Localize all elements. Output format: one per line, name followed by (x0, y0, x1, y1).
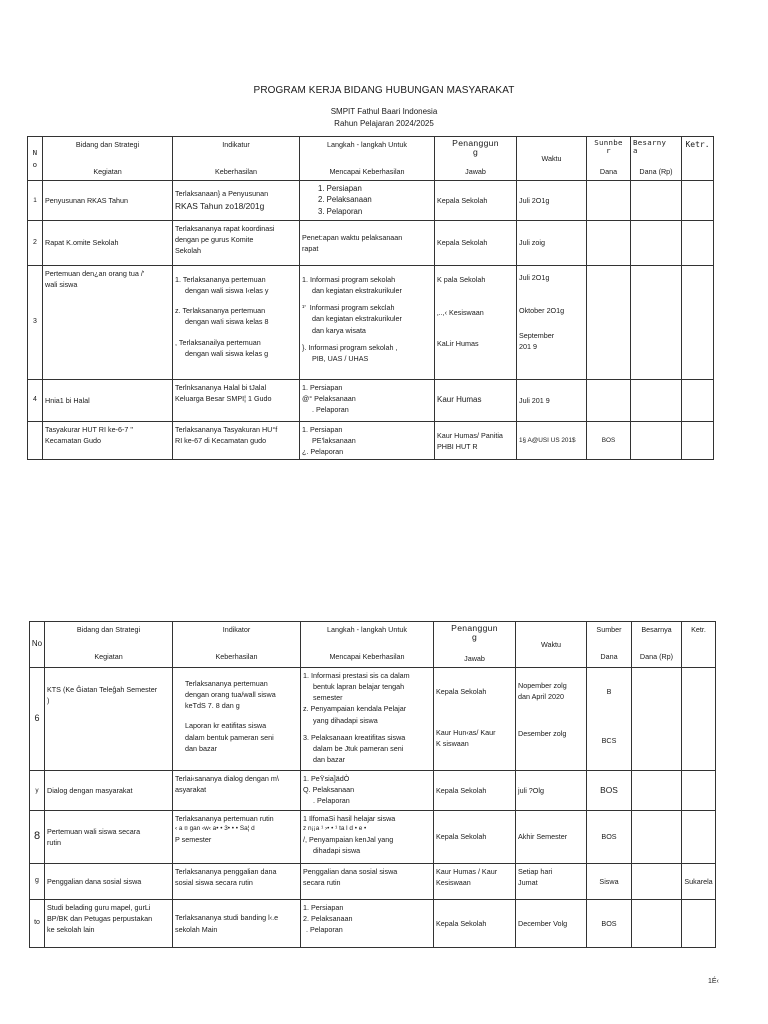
besarnya-dana-cell (632, 811, 682, 864)
besarnya-dana-cell (632, 771, 682, 811)
indikator-cell: Terlaksananya studi banding l‹.e sekolah Main (173, 900, 301, 948)
besarnya-dana-cell (632, 668, 682, 771)
table-row (30, 668, 716, 771)
besarnya-dana-cell (631, 221, 682, 266)
sumber-dana-cell: BOS (587, 900, 632, 948)
header-besarnya-dana: Besarnya Dana (Rp) (632, 622, 682, 668)
waktu-cell: Nopember zolg dan April 2020 Desember zolg (516, 668, 587, 771)
sumber-dana-cell (587, 221, 631, 266)
row-number (28, 422, 43, 460)
keterangan-cell (682, 900, 716, 948)
sumber-dana-cell: BOS (587, 811, 632, 864)
penanggung-jawab-cell: Kepala Sekolah (434, 811, 516, 864)
penanggung-jawab-cell: Kaur Humas (435, 380, 517, 422)
header-langkah: Langkah - langkah Untuk Mencapai Keberhasilan (300, 137, 435, 181)
indikator-cell: Terlaksananya Tasyakuran HU°f RI ke-67 di Kecamatan gudo (173, 422, 300, 460)
bidang-cell: Tasyakurar HUT RI ke-6-7 " Kecamatan Gudo (43, 422, 173, 460)
langkah-cell: 1. Persiapan 2. Pelaksanaan . Pelaporan (301, 900, 434, 948)
table-row (28, 266, 714, 380)
table-header-row (30, 622, 716, 668)
header-penanggung-jawab: Penanggun g Jawab (435, 137, 517, 181)
penanggung-jawab-cell: Kepala Sekolah (435, 181, 517, 221)
header-sumber-dana: Sunnbe r Dana (587, 137, 631, 181)
keterangan-cell (682, 668, 716, 771)
besarnya-dana-cell (632, 864, 682, 900)
header-langkah: Langkah - langkah Untuk Mencapai Keberhasilan (301, 622, 434, 668)
penanggung-jawab-cell: Kepala Sekolah (434, 771, 516, 811)
page-number: 1É‹ (708, 978, 719, 985)
besarnya-dana-cell (631, 380, 682, 422)
indikator-cell: Terlnksananya Halal bi tJalal Keluarga Besar SMPI¦ 1 Gudo (173, 380, 300, 422)
keterangan-cell (682, 811, 716, 864)
penanggung-jawab-cell: K pala Sekolah ‚..,‹ Kesiswaan KaLir Humas (435, 266, 517, 380)
table-row (28, 221, 714, 266)
keterangan-cell (682, 422, 714, 460)
bidang-cell: Penggalian dana sosial siswa (45, 864, 173, 900)
waktu-cell: Setiap hari Jumat (516, 864, 587, 900)
table-row (30, 900, 716, 948)
keterangan-cell (682, 221, 714, 266)
row-number: 3 (28, 266, 43, 380)
header-indikator: Indikatur Keberhasilan (173, 137, 300, 181)
header-waktu: Waktu (517, 137, 587, 181)
sumber-dana-cell: B BCS (587, 668, 632, 771)
waktu-cell: Juli zoig (517, 221, 587, 266)
bidang-cell: Pertemuan wali siswa secara rutin (45, 811, 173, 864)
table-row (30, 771, 716, 811)
bidang-cell: Studi belading guru mapel, gurLi BP/BK dan Petugas perpustakan ke sekolah lain (45, 900, 173, 948)
penanggung-jawab-cell: Kepala Sekolah (435, 221, 517, 266)
indikator-cell: Terlaksananya rapat koordinasi dengan pe gurus Komite Sekolah (173, 221, 300, 266)
penanggung-jawab-cell: Kaur Humas/ Panitia PHBI HUT R (435, 422, 517, 460)
indikator-cell: Terlai‹sananya dialog dengan m\ asyarakat (173, 771, 301, 811)
row-number: to (30, 900, 45, 948)
header-sumber-dana: Sumber Dana (587, 622, 632, 668)
besarnya-dana-cell (631, 181, 682, 221)
school-name: SMPIT Fathul Baari Indonesia (330, 107, 438, 116)
langkah-cell: 1. Persiapan @° Pelaksanaan . Pelaporan (300, 380, 435, 422)
langkah-cell: 1. PeŸsia]ädÒ Q. Pelaksanaan . Pelaporan (301, 771, 434, 811)
row-number: 4 (28, 380, 43, 422)
table-row (28, 380, 714, 422)
header-waktu: Waktu (516, 622, 587, 668)
besarnya-dana-cell (631, 422, 682, 460)
keterangan-cell: Sukarela (682, 864, 716, 900)
row-number: 2 (28, 221, 43, 266)
keterangan-cell (682, 181, 714, 221)
sumber-dana-cell: Siswa (587, 864, 632, 900)
header-besarnya-dana: Besarny a Dana (Rp) (631, 137, 682, 181)
header-penanggung-jawab: Penanggun g Jawab (434, 622, 516, 668)
row-number: 6 (30, 668, 45, 771)
keterangan-cell (682, 380, 714, 422)
table-row (28, 422, 714, 460)
indikator-cell: Terlaksanaan} a Penyusunan RKAS Tahun zo18/201g (173, 181, 300, 221)
bidang-cell: KTS (Ke Ĝiatan Teleĝah Semester ) (45, 668, 173, 771)
keterangan-cell (682, 771, 716, 811)
header-keterangan: Ketr. (682, 137, 714, 181)
keterangan-cell (682, 266, 714, 380)
sumber-dana-cell (587, 380, 631, 422)
besarnya-dana-cell (632, 900, 682, 948)
langkah-cell: Penet:apan waktu pelaksanaan rapat (300, 221, 435, 266)
program-table-1 (27, 136, 714, 460)
indikator-cell: Terlaksananya pertemuan dengan orang tua/wall siswa keTdS 7. 8 dan g Laporan kr eatifitas siswa dalam bentuk pameran seni dan bazar (173, 668, 301, 771)
row-number: g (30, 864, 45, 900)
besarnya-dana-cell (631, 266, 682, 380)
row-number: 1 (28, 181, 43, 221)
sumber-dana-cell: BOS (587, 771, 632, 811)
waktu-cell: Akhir Semester (516, 811, 587, 864)
langkah-cell: 1. Persiapan 2. Pelaksanaan 3. Pelaporan (300, 181, 435, 221)
indikator-cell: 1. Terlaksananya pertemuan dengan wali siswa I‹elas y z. Terlaksananya pertemuan dengan wa!i siswa kelas 8 , Terlaksanailya pertemuan dengan wali siswa kelas g (173, 266, 300, 380)
bidang-cell: Rapat K.omite Sekolah (43, 221, 173, 266)
header-indikator: Indikator Keberhasilan (173, 622, 301, 668)
header-no: No (30, 622, 45, 668)
table-row (28, 181, 714, 221)
table-row (30, 864, 716, 900)
header-bidang: Bidang dan Strategi Kegiatan (43, 137, 173, 181)
table-row (30, 811, 716, 864)
program-table-2 (29, 621, 716, 948)
penanggung-jawab-cell: Kepala Sekolah Kaur Hun‹as/ Kaur K siswaan (434, 668, 516, 771)
header-no: N o (28, 137, 43, 181)
bidang-cell: Pertemuan den¿an orang tua /' wali siswa (43, 266, 173, 380)
header-bidang: Bidang dan Strategi Kegiatan (45, 622, 173, 668)
penanggung-jawab-cell: Kepala Sekolah (434, 900, 516, 948)
waktu-cell: Juli 2O1g (517, 181, 587, 221)
langkah-cell: 1. Informasi program sekolah dan kegiatan ekstrakurikuler ¹' Informasi program sekclah dan kegiatan ekstrakurikuler dan karya wisata }. Informasi program sekolah , PIB, UAS / UHAS (300, 266, 435, 380)
waktu-cell: juli ?Olg (516, 771, 587, 811)
bidang-cell: Hnia1 bi Halal (43, 380, 173, 422)
header-keterangan: Ketr. (682, 622, 716, 668)
waktu-cell: 1§ A@USI US 201$ (517, 422, 587, 460)
document-title: PROGRAM KERJA BIDANG HUBUNGAN MASYARAKAT (253, 85, 515, 96)
bidang-cell: Penyusunan RKAS Tahun (43, 181, 173, 221)
penanggung-jawab-cell: Kaur Humas / Kaur Kesiswaan (434, 864, 516, 900)
langkah-cell: Penggalian dana sosial siswa secara rutin (301, 864, 434, 900)
waktu-cell: Juli 2O1g Oktober 2O1g September 201 9 (517, 266, 587, 380)
sumber-dana-cell: BOS (587, 422, 631, 460)
row-number: 8 (30, 811, 45, 864)
waktu-cell: Juli 201 9 (517, 380, 587, 422)
table-header-row (28, 137, 714, 181)
waktu-cell: December Volg (516, 900, 587, 948)
indikator-cell: Terlaksananya penggalian dana sosial siswa secara rutin (173, 864, 301, 900)
academic-year: Rahun Pelajaran 2024/2025 (334, 119, 434, 128)
sumber-dana-cell (587, 266, 631, 380)
sumber-dana-cell (587, 181, 631, 221)
bidang-cell: Dialog dengan masyarakat (45, 771, 173, 811)
langkah-cell: 1. Persiapan PE'laksanaan ¿. Pelaporan (300, 422, 435, 460)
row-number: y (30, 771, 45, 811)
langkah-cell: 1. Informasi prestasi sis ca dalam bentuk lapran belajar tengah semester z. Penyampaian kendala Pelajar yang dihadapi siswa 3. Pelaksanaan kreatifitas siswa dalam be Jtuk pameran seni dan bazar (301, 668, 434, 771)
indikator-cell: Terlaksananya pertemuan rutin ‹ a ¤ gan ‹w‹ a• • 3• • • Sa¦ d P semester (173, 811, 301, 864)
langkah-cell: 1 IlfomaSi hasil helajar siswa z n¡¡a ¹ ›• • ¹ ta l d • e • /, Penyampaian kenJal yang dihadapi siswa (301, 811, 434, 864)
